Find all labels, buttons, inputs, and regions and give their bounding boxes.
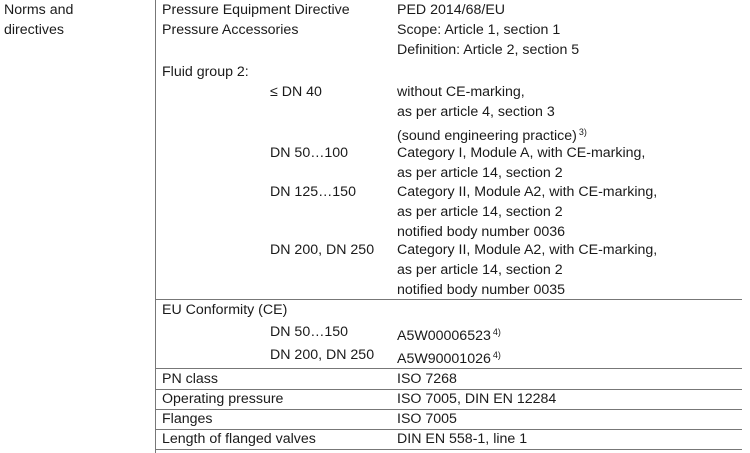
fluid-row-line: as per article 14, section 2 [397,204,563,220]
fluid-group-label: Fluid group 2: [162,64,249,80]
fluid-row-line: notified body number 0036 [397,224,566,240]
eu-conformity-label: EU Conformity (CE) [162,302,288,318]
column-divider [155,0,156,453]
spec-label: Operating pressure [162,391,284,407]
ped-definition: Definition: Article 2, section 5 [397,42,580,58]
eu-row-value: A5W00006523 $^{4)}$ [397,327,501,344]
fluid-row-line: as per article 14, section 2 [397,262,563,278]
eu-row-dn: DN 200, DN 250 [270,347,375,363]
spec-value: ISO 7005 [397,411,457,427]
fluid-row-line: (sound engineering practice) $^{3)}$ [397,127,587,144]
fluid-row-dn: ≤ DN 40 [270,84,322,100]
fluid-row-dn: DN 50…100 [270,145,349,161]
section-label-line1: Norms and [4,2,74,18]
spec-value: ISO 7268 [397,371,457,387]
ped-value: PED 2014/68/EU [397,2,506,18]
fluid-row-line: notified body number 0035 [397,282,566,298]
section-label-line2: directives [4,22,64,38]
eu-row-value: A5W90001026 $^{4)}$ [397,350,501,367]
fluid-row-line: Category II, Module A2, with CE-marking, [397,184,658,200]
fluid-row-line: as per article 4, section 3 [397,104,555,120]
spec-label: PN class [162,371,218,387]
fluid-row-line: Category II, Module A2, with CE-marking, [397,242,658,258]
fluid-row-line: as per article 14, section 2 [397,165,563,181]
accessories-label: Pressure Accessories [162,22,299,38]
spec-value: DIN EN 558-1, line 1 [397,431,528,447]
fluid-row-dn: DN 125…150 [270,184,356,200]
ped-label: Pressure Equipment Directive [162,2,350,18]
spec-label: Length of flanged valves [162,431,316,447]
eu-row-dn: DN 50…150 [270,324,349,340]
row-divider [156,449,742,450]
footnote-ref: 3) [578,127,587,137]
footnote-ref: 4) [492,350,501,360]
ped-scope: Scope: Article 1, section 1 [397,22,561,38]
footnote-ref: 4) [492,327,501,337]
spec-value: ISO 7005, DIN EN 12284 [397,391,557,407]
fluid-row-line: without CE-marking, [397,84,525,100]
spec-label: Flanges [162,411,213,427]
fluid-row-dn: DN 200, DN 250 [270,242,375,258]
fluid-row-line: Category I, Module A, with CE-marking, [397,145,646,161]
